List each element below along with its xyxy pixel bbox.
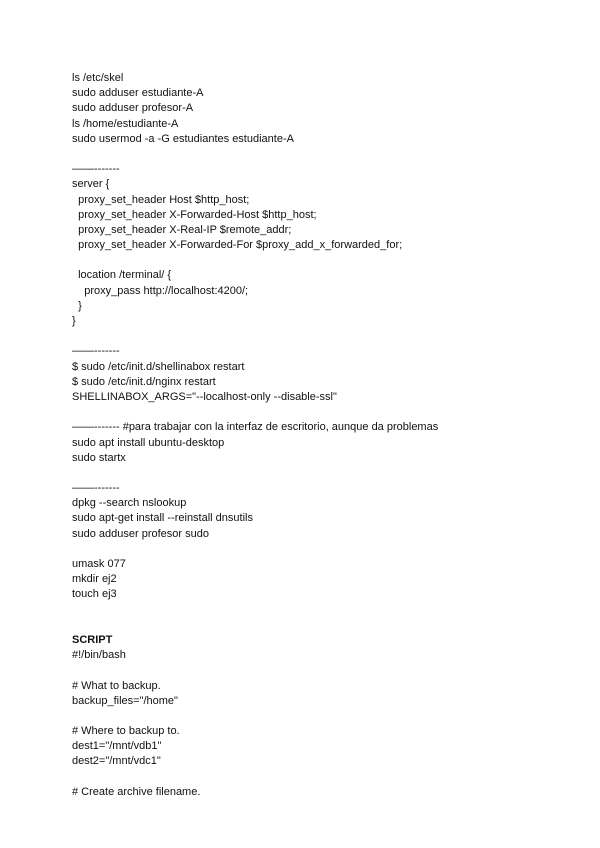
blank-line [72,709,572,724]
text-line: sudo usermod -a -G estudiantes estudiante-A [72,132,294,145]
blank-line [72,663,572,678]
text-line: dest2="/mnt/vdc1" [72,755,161,768]
blank-line [72,618,572,633]
text-line: backup_files="/home" [72,694,178,707]
text-line: } [72,299,82,312]
text-line: proxy_pass http://localhost:4200/; [72,284,249,297]
text-line: proxy_set_header X-Forwarded-Host $http_host; [72,208,317,221]
text-line: #!/bin/bash [72,649,126,662]
separator-line: ——------- [72,163,120,176]
separator-line: ——------- #para trabajar con la interfaz de escritorio, aunque da problemas [72,421,439,434]
blank-line [72,542,572,557]
text-line: dest1="/mnt/vdb1" [72,740,162,753]
section-users [72,71,572,147]
text-line: # Where to backup to. [72,725,180,738]
blank-line [72,329,572,344]
section-script [72,633,572,800]
blank-line [72,253,572,268]
text-line: SHELLINABOX_ARGS="--localhost-only --disable-ssl" [72,390,337,403]
text-line: sudo startx [72,451,126,464]
text-line: $ sudo /etc/init.d/shellinabox restart [72,360,245,373]
text-line: sudo adduser profesor-A [72,102,194,115]
section-umask [72,557,572,603]
text-line: proxy_set_header X-Real-IP $remote_addr; [72,223,292,236]
document-body [72,71,572,800]
section-heading: SCRIPT [72,633,113,646]
text-line: touch ej3 [72,588,117,601]
section-shellinabox [72,344,572,405]
section-nginx [72,162,572,329]
text-line: sudo apt-get install --reinstall dnsutils [72,512,253,525]
text-line: proxy_set_header Host $http_host; [72,193,250,206]
text-line: ls /etc/skel [72,72,124,84]
section-dns [72,481,572,542]
text-line: server { [72,178,110,191]
blank-line [72,147,572,162]
text-line: dpkg --search nslookup [72,497,187,510]
blank-line [72,603,572,618]
blank-line [72,405,572,420]
text-line: # What to backup. [72,679,161,692]
text-line: umask 077 [72,558,126,570]
text-line: ls /home/estudiante-A [72,117,179,130]
text-line: sudo apt install ubuntu-desktop [72,436,225,449]
blank-line [72,466,572,481]
section-desktop [72,420,572,466]
text-line: mkdir ej2 [72,573,117,586]
text-line: location /terminal/ { [72,269,172,282]
text-line: sudo adduser estudiante-A [72,87,204,100]
text-line: # Create archive filename. [72,785,201,798]
separator-line: ——------- [72,482,120,495]
separator-line: ——------- [72,345,120,358]
text-line: sudo adduser profesor sudo [72,527,209,540]
blank-line [72,770,572,785]
text-line: $ sudo /etc/init.d/nginx restart [72,375,216,388]
text-line: } [72,315,76,327]
text-line: proxy_set_header X-Forwarded-For $proxy_add_x_forwarded_for; [72,239,403,252]
